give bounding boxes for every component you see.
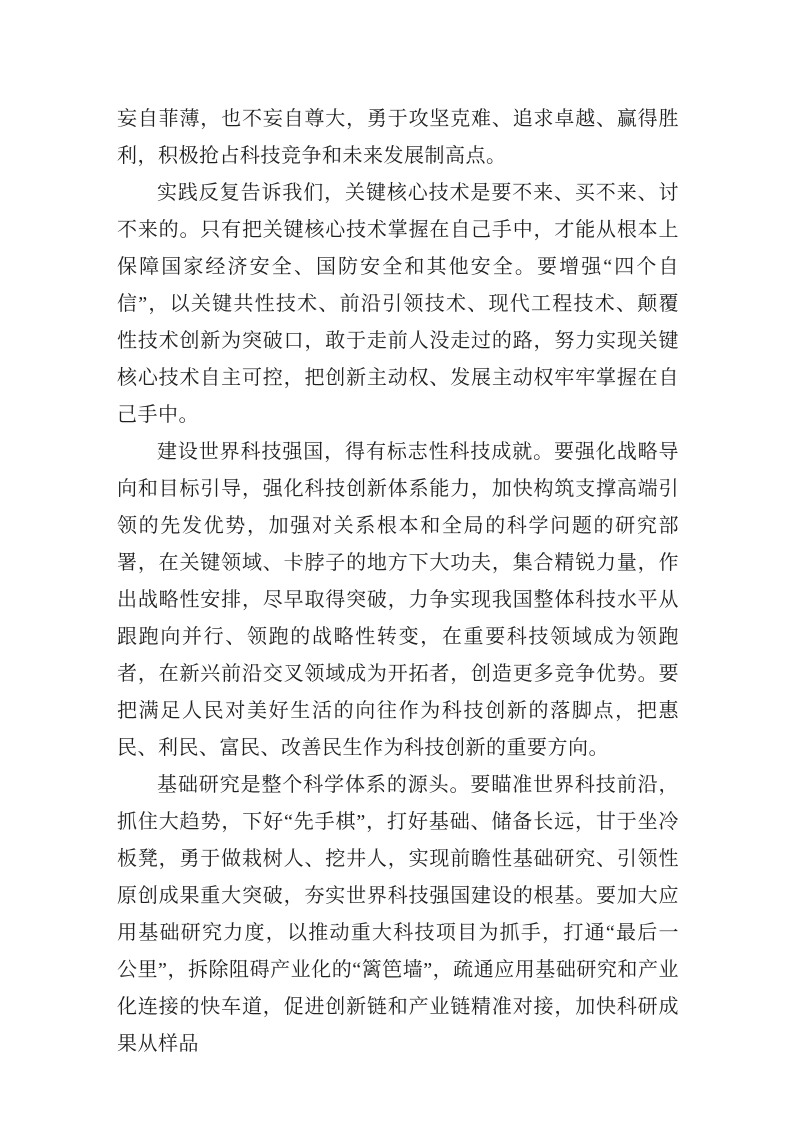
paragraph-continuation: 妄自菲薄，也不妄自尊大，勇于攻坚克难、追求卓越、赢得胜利，积极抢占科技竞争和未来发展制高点。 [117, 108, 679, 167]
paragraph-key-core-technology: 实践反复告诉我们，关键核心技术是要不来、买不来、讨不来的。只有把关键核心技术掌握在自己手中，才能从根本上保障国家经济安全、国防安全和其他安全。要增强“四个自信”，以关键共性技术、前沿引领技术、现代工程技术、颠覆性技术创新为突破口，敢于走前人没走过的路，努力实现关键核心技术自主可控，把创新主动权、发展主动权牢牢掌握在自己手中。 [117, 182, 679, 426]
paragraph-basic-research: 基础研究是整个科学体系的源头。要瞄准世界科技前沿，抓住大趋势，下好“先手棋”，打好基础、储备长远，甘于坐冷板凳，勇于做栽树人、挖井人，实现前瞻性基础研究、引领性原创成果重大突破，夯实世界科技强国建设的根基。要加大应用基础研究力度，以推动重大科技项目为抓手，打通“最后一公里”，拆除阻碍产业化的“篱笆墙”，疏通应用基础研究和产业化连接的快车道，促进创新链和产业链精准对接，加快科研成果从样品 [117, 774, 679, 1055]
paragraph-sci-tech-power: 建设世界科技强国，得有标志性科技成就。要强化战略导向和目标引导，强化科技创新体系能力，加快构筑支撑高端引领的先发优势，加强对关系根本和全局的科学问题的研究部署，在关键领域、卡脖子的地方下大功夫，集合精锐力量，作出战略性安排，尽早取得突破，力争实现我国整体科技水平从跟跑向并行、领跑的战略性转变，在重要科技领域成为领跑者，在新兴前沿交叉领域成为开拓者，创造更多竞争优势。要把满足人民对美好生活的向往作为科技创新的落脚点，把惠民、利民、富民、改善民生作为科技创新的重要方向。 [117, 441, 679, 759]
